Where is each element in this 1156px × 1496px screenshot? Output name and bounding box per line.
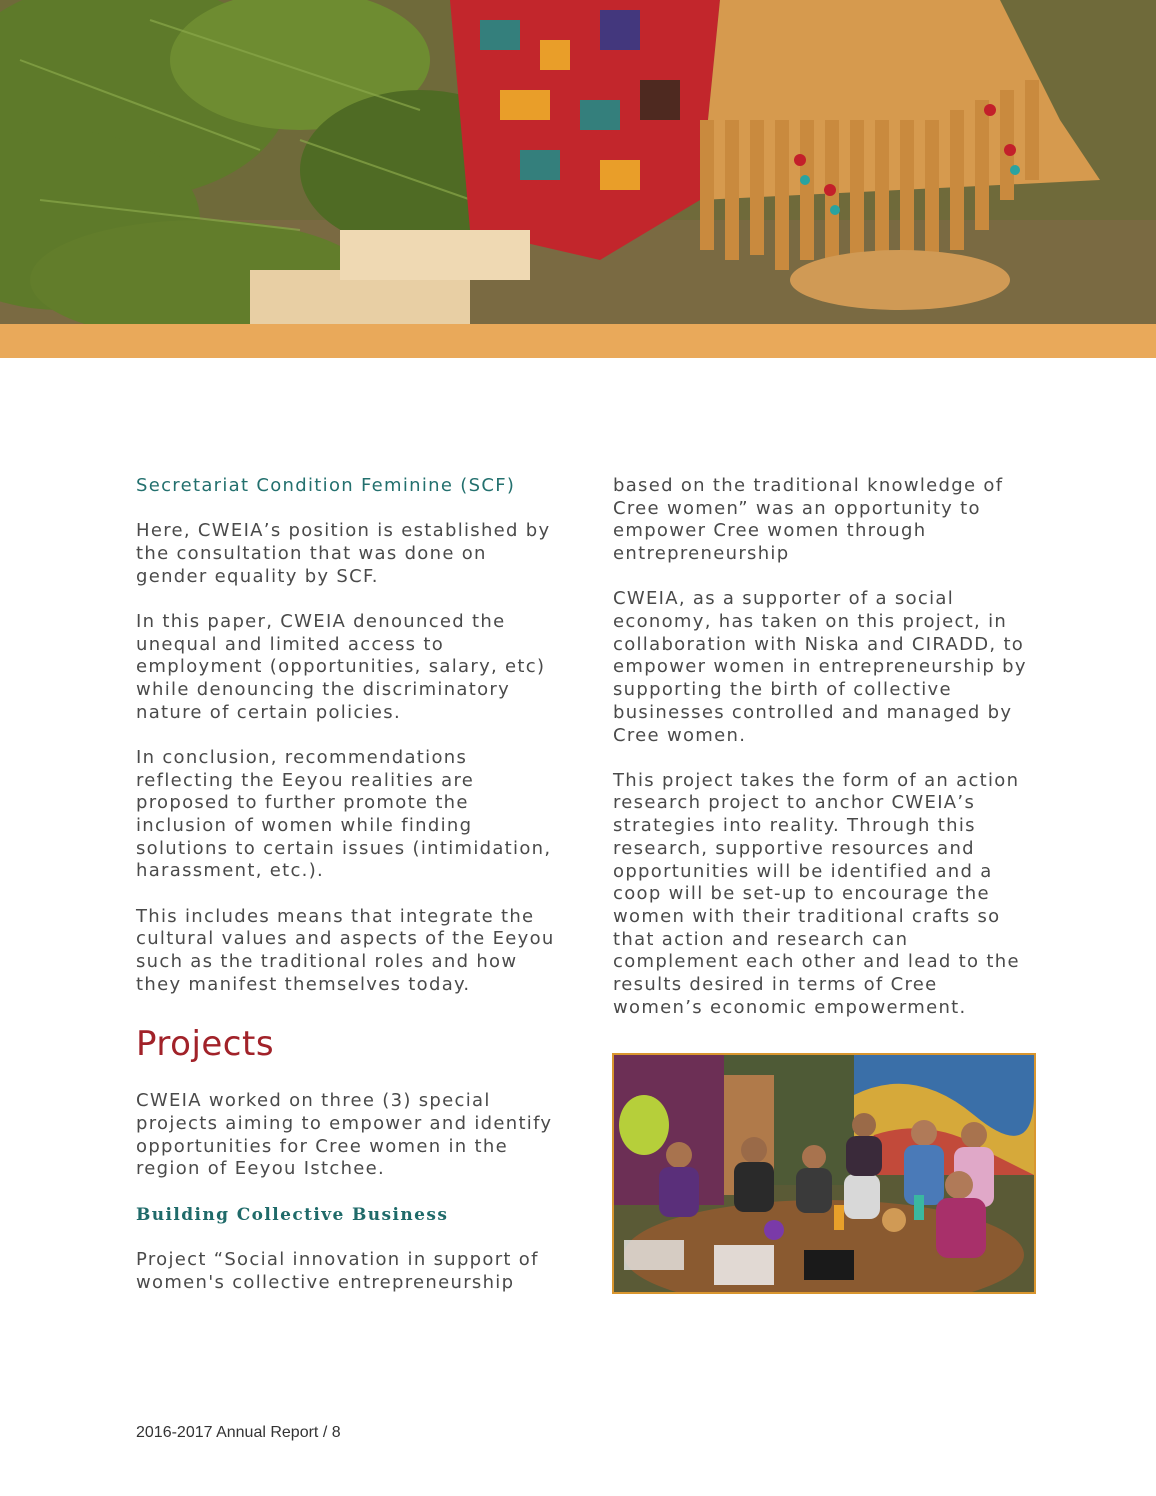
accent-band bbox=[0, 324, 1156, 358]
paragraph: This project takes the form of an action research project to anchor CWEIA’s strategies into reality. Through this research, supportive resources and opportunities will be identified and a coop will be set-up to encourage the women with their traditional crafts so that action and research can complement each other and lead to the results desired in terms of Cree women’s economic empowerment. bbox=[613, 769, 1020, 1018]
left-column bbox=[136, 475, 556, 1317]
paragraph: In this paper, CWEIA denounced the unequal and limited access to employment (opportunities, salary, etc) while denouncing the discriminatory nature of certain policies. bbox=[136, 610, 546, 723]
building-collective-business-heading: Building Collective Business bbox=[136, 1204, 449, 1225]
page-footer: 2016-2017 Annual Report / 8 bbox=[136, 1424, 341, 1441]
paragraph: In conclusion, recommendations reflecting the Eeyou realities are proposed to further promote the inclusion of women while finding solutions to certain issues (intimidation, harassment, etc.). bbox=[136, 746, 552, 882]
group-photo bbox=[612, 1053, 1036, 1294]
scf-subheading: Secretariat Condition Feminine (SCF) bbox=[136, 475, 516, 496]
paragraph: based on the traditional knowledge of Cree women” was an opportunity to empower Cree women through entrepreneurship bbox=[613, 475, 1004, 565]
hero-photo bbox=[0, 0, 1156, 324]
paragraph: CWEIA, as a supporter of a social economy, has taken on this project, in collaboration with Niska and CIRADD, to empower women in entrepreneurship by supporting the birth of collective businesses controlled and managed by Cree women. bbox=[613, 588, 1027, 746]
paragraph: Project “Social innovation in support of women's collective entrepreneurship bbox=[136, 1248, 539, 1293]
paragraph: CWEIA worked on three (3) special projects aiming to empower and identify opportunities for Cree women in the region of Eeyou Istchee. bbox=[136, 1090, 553, 1180]
section-title-projects: Projects bbox=[136, 1024, 275, 1065]
paragraph: Here, CWEIA’s position is established by the consultation that was done on gender equality by SCF. bbox=[136, 520, 551, 587]
right-column bbox=[613, 475, 1033, 1042]
paragraph: This includes means that integrate the cultural values and aspects of the Eeyou such as the traditional roles and how they manifest themselves today. bbox=[136, 905, 555, 995]
